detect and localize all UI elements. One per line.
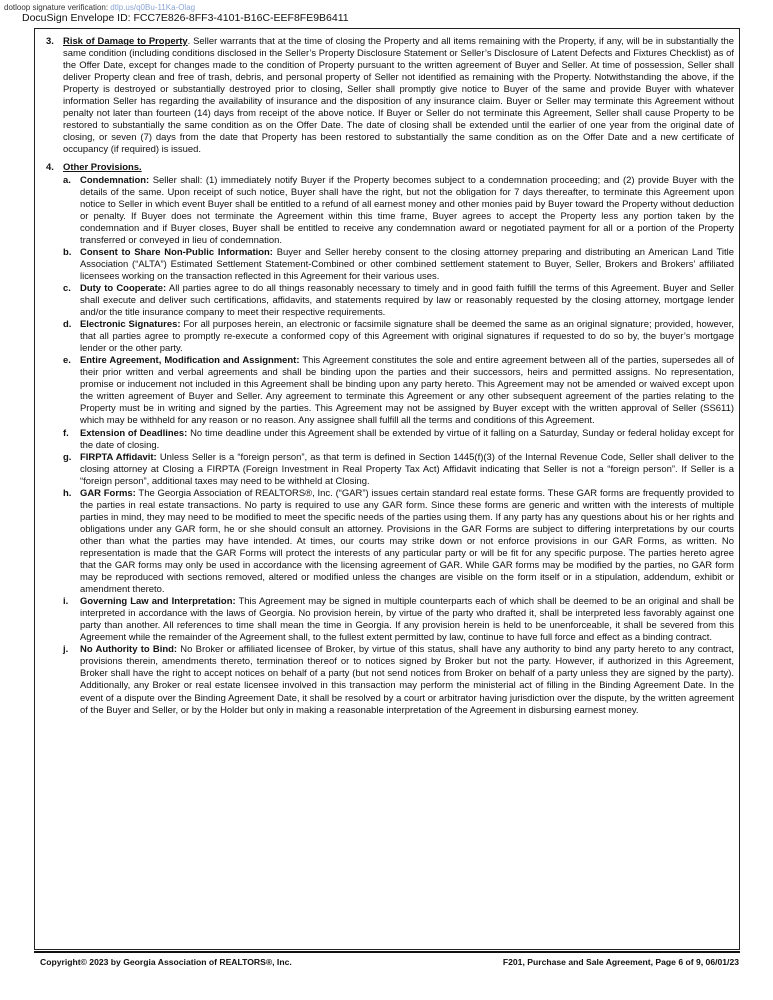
provision-title: GAR Forms: [80, 487, 136, 499]
provision-letter: e. [63, 355, 71, 367]
provision-condemnation [63, 175, 734, 247]
provision-body: Seller shall: (1) immediately notify Buyer if the Property becomes subject to a condemnation proceeding; and (2) provide Buyer with the details of the same. Upon receipt of such notice, Buyer shall have the right, but not the obligation for 7 days thereafter, to terminate this Agreement upon notice to Seller in which event Buyer shall be entitled to a refund of all earnest money and other monies paid by Buyer toward the Property without deduction or penalty. If Buyer does not terminate the Agreement within this time frame, Buyer agrees to accept the Property less any portion taken by the condemnation and if Buyer closes, Buyer shall be entitled to receive any condemnation award or negotiated payment for all or a portion of the Property transferred or conveyed in lieu of condemnation. [80, 174, 734, 246]
provision-title: Duty to Cooperate: [80, 282, 167, 294]
provision-gar-forms [63, 488, 734, 596]
provision-letter: g. [63, 451, 72, 463]
provision-title: No Authority to Bind: [80, 644, 178, 656]
provision-duty-to-cooperate [63, 283, 734, 319]
provision-letter: d. [63, 319, 72, 331]
footer-form-info: F201, Purchase and Sale Agreement, Page 6 of 9, 06/01/23 [502, 957, 739, 967]
section-4 [46, 162, 734, 716]
document-body [46, 36, 734, 717]
verification-label: dotloop signature verification: [4, 3, 109, 12]
footer-rule [34, 951, 740, 953]
provision-title: Extension of Deadlines: [80, 427, 188, 439]
provision-letter: j. [63, 644, 69, 656]
section-number: 4. [46, 162, 54, 174]
provision-entire-agreement [63, 355, 734, 427]
verification-link[interactable]: dtlp.us/q0Bu-11Ka-Olag [110, 3, 196, 12]
provision-no-authority-to-bind [63, 644, 734, 716]
section-number: 3. [46, 36, 54, 47]
provision-list [63, 175, 734, 717]
provision-body: This Agreement constitutes the sole and entire agreement between all of the parties, supersedes all of their prior written and verbal agreements and shall be binding upon the parties and their successors, heirs and permitted assigns. No representation, promise or inducement not included in this Agreement shall be binding upon any party hereto. This Agreement may not be amended or waived except upon the written agreement of Buyer and Seller. Any agreement to terminate this Agreement or any other subsequent agreement of the parties relating to the Property must be in writing and signed by the parties. This Agreement may not be assigned by Buyer except with the written approval of Seller (SS611) which may be withheld for any reason or no reason. Any assignee shall fulfill all the terms and conditions of this Agreement. [80, 355, 734, 427]
provision-letter: c. [63, 282, 71, 294]
docusign-envelope-id: DocuSign Envelope ID: FCC7E826-8FF3-4101-B16C-EEF8FE9B6411 [22, 12, 349, 24]
provision-extension-of-deadlines [63, 428, 734, 452]
provision-body: No time deadline under this Agreement shall be extended by virtue of it falling on a Saturday, Sunday or federal holiday except for the date of closing. [80, 427, 735, 451]
provision-body: All parties agree to do all things reasonably necessary to timely and in good faith fulfill the terms of this Agreement. Buyer and Seller shall execute and deliver such certifications, affidavits, and statements required by law or reasonably requested by the closing attorney, mortgage lender and/or the title insurance company to meet their respective requirements. [80, 282, 735, 319]
provision-title: Entire Agreement, Modification and Assignment: [80, 355, 300, 367]
provision-letter: f. [63, 427, 69, 439]
section-title: Risk of Damage to Property [63, 36, 188, 47]
provision-title: Electronic Signatures: [80, 319, 181, 331]
provision-consent-non-public-info [63, 247, 734, 283]
provision-body: For all purposes herein, an electronic or facsimile signature shall be deemed the same as an original signature; provided, however, that all parties agree to promptly re-execute a conformed copy of this Agreement with original signatures if requested to do so by, the buyer’s mortgage lender or the other party. [80, 319, 734, 355]
provision-letter: a. [63, 174, 71, 186]
provision-title: FIRPTA Affidavit: [80, 451, 157, 463]
provision-title: Consent to Share Non-Public Information: [80, 246, 273, 258]
provision-letter: i. [63, 596, 69, 608]
provision-body: Unless Seller is a “foreign person”, as that term is defined in Section 1445(f)(3) of the Internal Revenue Code, Seller shall deliver to the closing attorney at Closing a FIRPTA (Foreign Investment in Real Property Tax Act) Affidavit indicating that Seller is not a “foreign person”. If Seller is a “foreign person”, additional taxes may need to be withheld at Closing. [80, 451, 734, 487]
provision-body: No Broker or affiliated licensee of Broker, by virtue of this status, shall have any authority to bind any party hereto to any contract, provisions therein, amendments thereto, termination thereof or to notices signed by Broker but not the party. However, if authorized in this Agreement, Broker shall have the right to accept notices on behalf of a party (but not send notices from Broker on behalf of a party unless they are signed by the party). Additionally, any Broker or real estate licensee involved in this transaction may perform the ministerial act of filling in the Binding Agreement Date. In the event of a dispute over the Binding Agreement Date, it shall be resolved by a court or arbitrator having jurisdiction over the dispute, by the written agreement of the Buyer and Seller, or by the Holder but only in making a reasonable interpretation of the Agreement in disbursing earnest money. [80, 644, 734, 716]
provision-body: The Georgia Association of REALTORS®, Inc. (“GAR”) issues certain standard real estate forms. These GAR forms are frequently provided to the parties in real estate transactions. No party is required to use any GAR form. Since these forms are generic and written with the interests of multiple parties in mind, they may need to be modified to meet the specific needs of the parties using them. If any party has any questions about his or her rights and obligations under any GAR form, he or she should consult an attorney. Provisions in the GAR Forms are subject to differing interpretations by our courts other than what the parties may have intended. At times, our courts may strike down or not enforce provisions in our GAR Forms, as written. No representation is made that the GAR Forms will protect the interests of any particular party or will be fit for any specific purpose. The parties hereto agree that the GAR forms may only be used in accordance with the licensing agreement of GAR. While GAR forms may be modified by the parties, no GAR form may be reproduced with sections removed, altered or modified unless the changes are visible on the form itself or in a stipulation, addendum, exhibit or amendment thereto. [80, 487, 734, 596]
provision-body: Buyer and Seller hereby consent to the closing attorney preparing and distributing an American Land Title Association (“ALTA”) Estimated Settlement Statement-Combined or other combined settlement statement to Buyer, Seller, Brokers and Brokers’ affiliated licensees working on the transaction reflected in this Agreement for their various uses. [80, 246, 734, 282]
footer-copyright: Copyright© 2023 by Georgia Association of REALTORS®, Inc. [40, 957, 292, 967]
section-title: Other Provisions. [63, 162, 142, 174]
provision-letter: h. [63, 487, 72, 499]
provision-body: This Agreement may be signed in multiple counterparts each of which shall be deemed to be an original and shall be interpreted in accordance with the laws of Georgia. No provision herein, by virtue of the party who drafted it, shall be interpreted less favorably against one party than another. All references to time shall mean the time in Georgia. If any provision herein is held to be unenforceable, it shall be severed from this Agreement while the remainder of the Agreement shall, to the fullest extent permitted by law, continue to have full force and effect as a binding contract. [80, 596, 734, 644]
provision-title: Governing Law and Interpretation: [80, 596, 236, 608]
provision-letter: b. [63, 246, 72, 258]
provision-title: Condemnation: [80, 174, 150, 186]
section-body: . Seller warrants that at the time of closing the Property and all items remaining with the Property, if any, will be in substantially the same condition (including conditions disclosed in the Seller’s Property Disclosure Statement or Seller’s Disclosure of Latent Defects and Fixtures Checklist) as of the Offer Date, except for changes made to the condition of Property pursuant to the written agreement of Buyer and Seller. At time of possession, Seller shall deliver Property clean and free of trash, debris, and personal property of Seller not identified as remaining with the Property. Notwithstanding the above, if the Property is destroyed or substantially destroyed prior to closing, Seller shall promptly give notice to Buyer of the same and provide Buyer with whatever information Seller has regarding the availability of insurance and the disposition of any insurance claim. Buyer or Seller may terminate this Agreement without penalty not later than fourteen (14) days from receipt of the above notice. If Buyer or Seller do not terminate this Agreement, Seller shall cause Property to be restored to substantially the same condition as on the Offer Date. The date of closing shall be extended until the earlier of one year from the original date of closing, or seven (7) days from the date that Property has been restored to substantially the same condition as on the Offer Date and a new certificate of occupancy (if required) is issued. [63, 36, 734, 156]
provision-governing-law [63, 596, 734, 644]
section-3 [46, 36, 734, 156]
provision-firpta-affidavit [63, 452, 734, 488]
provision-electronic-signatures [63, 319, 734, 355]
